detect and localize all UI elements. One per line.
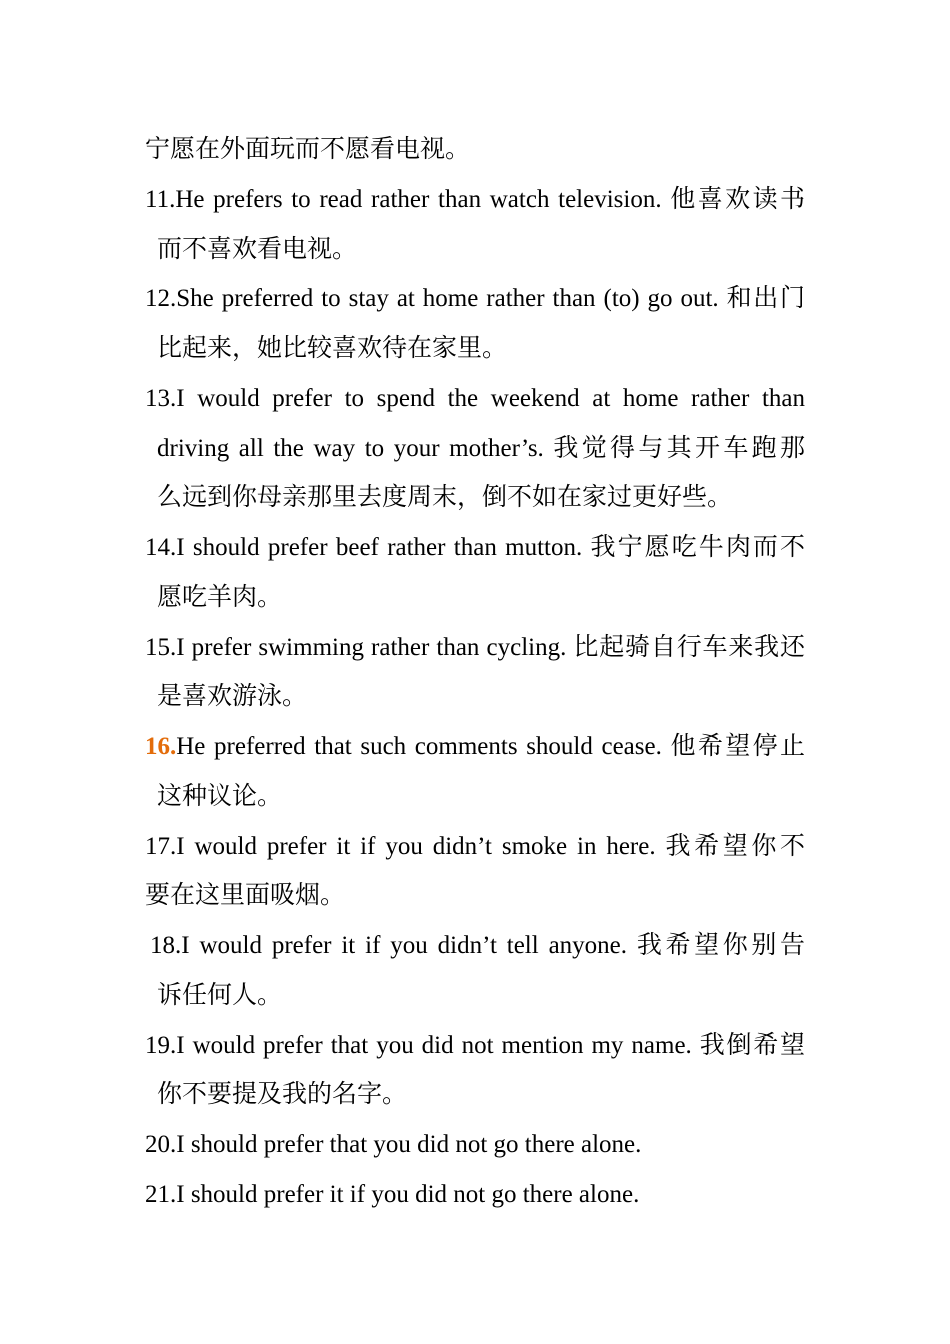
sentence-12-line-2: 比起来，她比较喜欢待在家里。 xyxy=(157,335,508,362)
sentence-14-line-1: 14.I should prefer beef rather than mutton. 我宁愿吃牛肉而不 xyxy=(145,534,805,561)
sentence-17-line-2: 要在这里面吸烟。 xyxy=(145,882,346,909)
sentence-16-line-1 xyxy=(145,731,805,763)
sentence-21-line-1: 21.I should prefer it if you did not go there alone. xyxy=(145,1181,640,1208)
sentence-13-line-2: driving all the way to your mother’s. 我觉得与其开车跑那 xyxy=(157,435,805,462)
sentence-12-line-1: 12.She preferred to stay at home rather than (to) go out. 和出门 xyxy=(145,285,805,312)
text-line: 宁愿在外面玩而不愿看电视。 xyxy=(145,136,471,163)
sentence-11-line-2: 而不喜欢看电视。 xyxy=(157,236,358,263)
sentence-15-line-2: 是喜欢游泳。 xyxy=(157,683,308,710)
sentence-text: He preferred that such comments should cease. 他希望停止 xyxy=(176,733,805,760)
sentence-number: 16. xyxy=(145,733,177,760)
sentence-18-line-1: 18.I would prefer it if you didn’t tell anyone. 我希望你别告 xyxy=(150,932,805,959)
sentence-19-line-2: 你不要提及我的名字。 xyxy=(157,1081,408,1108)
sentence-13-line-3: 么远到你母亲那里去度周末，倒不如在家过更好些。 xyxy=(157,484,733,511)
sentence-17-line-1: 17.I would prefer it if you didn’t smoke in here. 我希望你不 xyxy=(145,833,805,860)
sentence-13-line-1: 13.I would prefer to spend the weekend at home rather than xyxy=(145,385,805,412)
sentence-20-line-1: 20.I should prefer that you did not go there alone. xyxy=(145,1131,642,1158)
sentence-14-line-2: 愿吃羊肉。 xyxy=(157,584,283,611)
sentence-11-line-1: 11.He prefers to read rather than watch television. 他喜欢读书 xyxy=(145,186,805,213)
sentence-18-line-2: 诉任何人。 xyxy=(157,982,283,1009)
sentence-15-line-1: 15.I prefer swimming rather than cycling. 比起骑自行车来我还 xyxy=(145,634,805,661)
sentence-16-line-2: 这种议论。 xyxy=(157,783,283,810)
sentence-19-line-1: 19.I would prefer that you did not mention my name. 我倒希望 xyxy=(145,1032,805,1059)
